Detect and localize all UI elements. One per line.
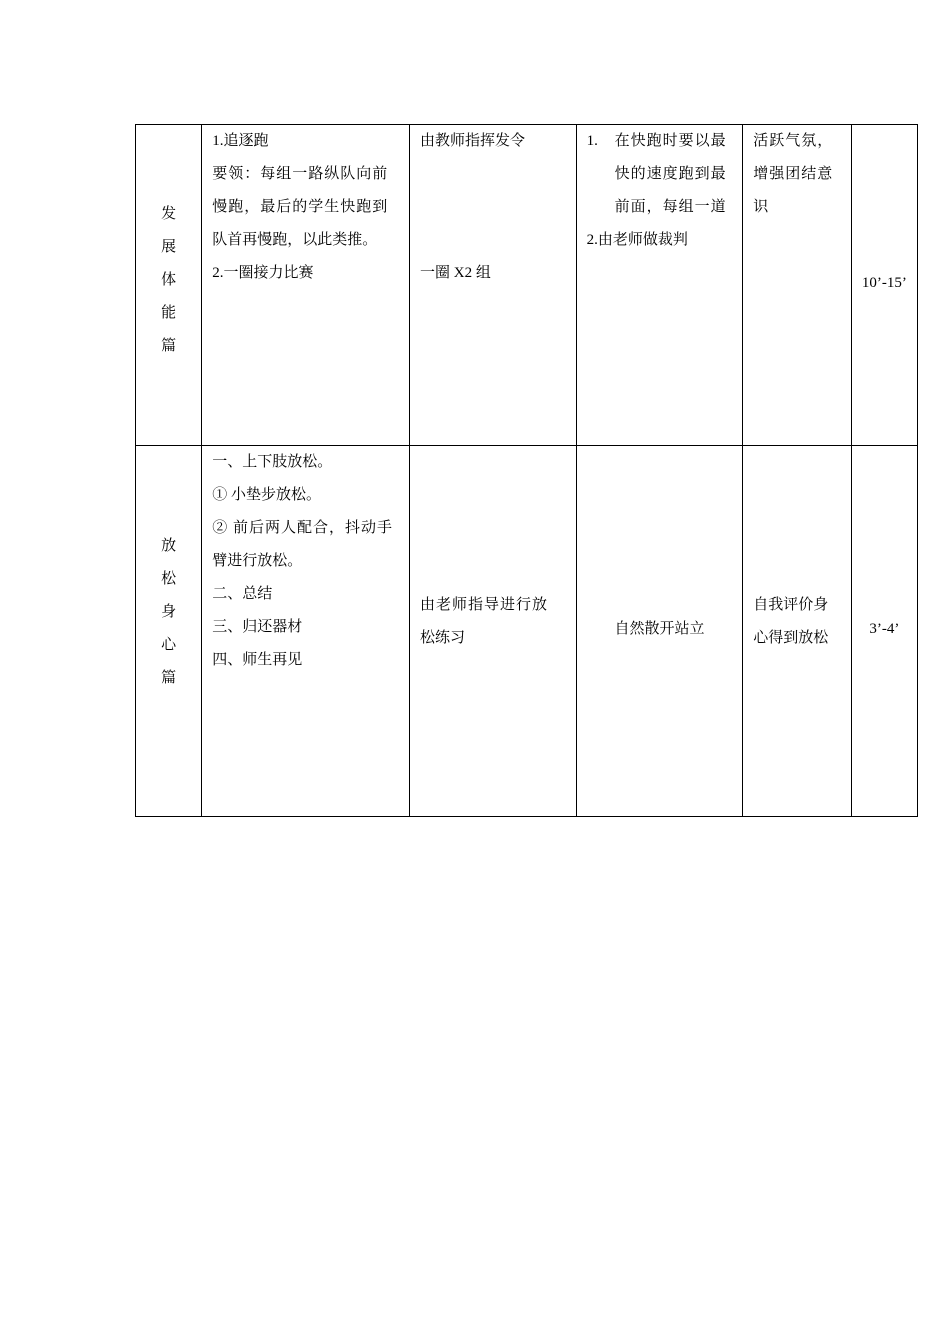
purpose-line: 活跃气氛， <box>753 133 834 149</box>
content-line: 三、归还器材 <box>212 619 303 635</box>
time-cell <box>851 446 917 817</box>
requirements-cell <box>576 446 743 817</box>
organization-line: 由老师指导进行放 <box>420 597 549 613</box>
purpose-line: 识 <box>753 199 769 215</box>
section-title-cell <box>136 125 202 446</box>
content-cell <box>202 446 410 817</box>
section-title-cell <box>136 446 202 817</box>
content-line: 1.追逐跑 <box>212 133 269 149</box>
table-row <box>136 446 918 817</box>
organization-cell <box>410 446 577 817</box>
requirement-line: 前面，每组一道 <box>614 199 727 215</box>
time-value: 10’-15’ <box>861 274 907 291</box>
content-line: 队首再慢跑，以此类推。 <box>212 232 378 248</box>
requirement-line: 2.由老师做裁判 <box>586 232 688 248</box>
content-line: 2.一圈接力比赛 <box>212 265 314 281</box>
purpose-cell <box>743 446 851 817</box>
content-line: 二、总结 <box>212 586 273 602</box>
content-line: 慢跑，最后的学生快跑到 <box>212 199 389 215</box>
table-row <box>136 125 918 446</box>
content-line: 要领：每组一路纵队向前 <box>212 166 389 182</box>
content-cell <box>202 125 410 446</box>
content-line: ① 小垫步放松。 <box>212 487 322 503</box>
section-title: 发 展 体 能 篇 <box>161 205 177 354</box>
requirement-line: 在快跑时要以最 <box>614 133 727 149</box>
requirements-cell <box>576 125 743 446</box>
time-cell <box>851 125 917 446</box>
organization-cell <box>410 125 577 446</box>
organization-text: 一圈 X2 组 <box>420 265 491 281</box>
purpose-line: 心得到放松 <box>753 630 829 646</box>
content-line: 一、上下肢放松。 <box>212 454 333 470</box>
content-line: 臂进行放松。 <box>212 553 303 569</box>
purpose-line: 增强团结意 <box>753 166 834 182</box>
content-line: 四、师生再见 <box>212 652 303 668</box>
time-value: 3’-4’ <box>869 620 900 637</box>
purpose-cell <box>743 125 851 446</box>
organization-text: 由教师指挥发令 <box>420 133 526 149</box>
section-title: 放 松 身 心 篇 <box>161 538 177 686</box>
requirement-text: 自然散开站立 <box>614 620 705 637</box>
lesson-plan-table <box>135 124 918 817</box>
content-line: ② 前后两人配合，抖动手 <box>212 520 394 536</box>
purpose-line: 自我评价身 <box>753 597 829 613</box>
organization-line: 松练习 <box>420 630 466 646</box>
requirement-line: 快的速度跑到最 <box>614 166 727 182</box>
list-number: 1. <box>586 133 598 149</box>
